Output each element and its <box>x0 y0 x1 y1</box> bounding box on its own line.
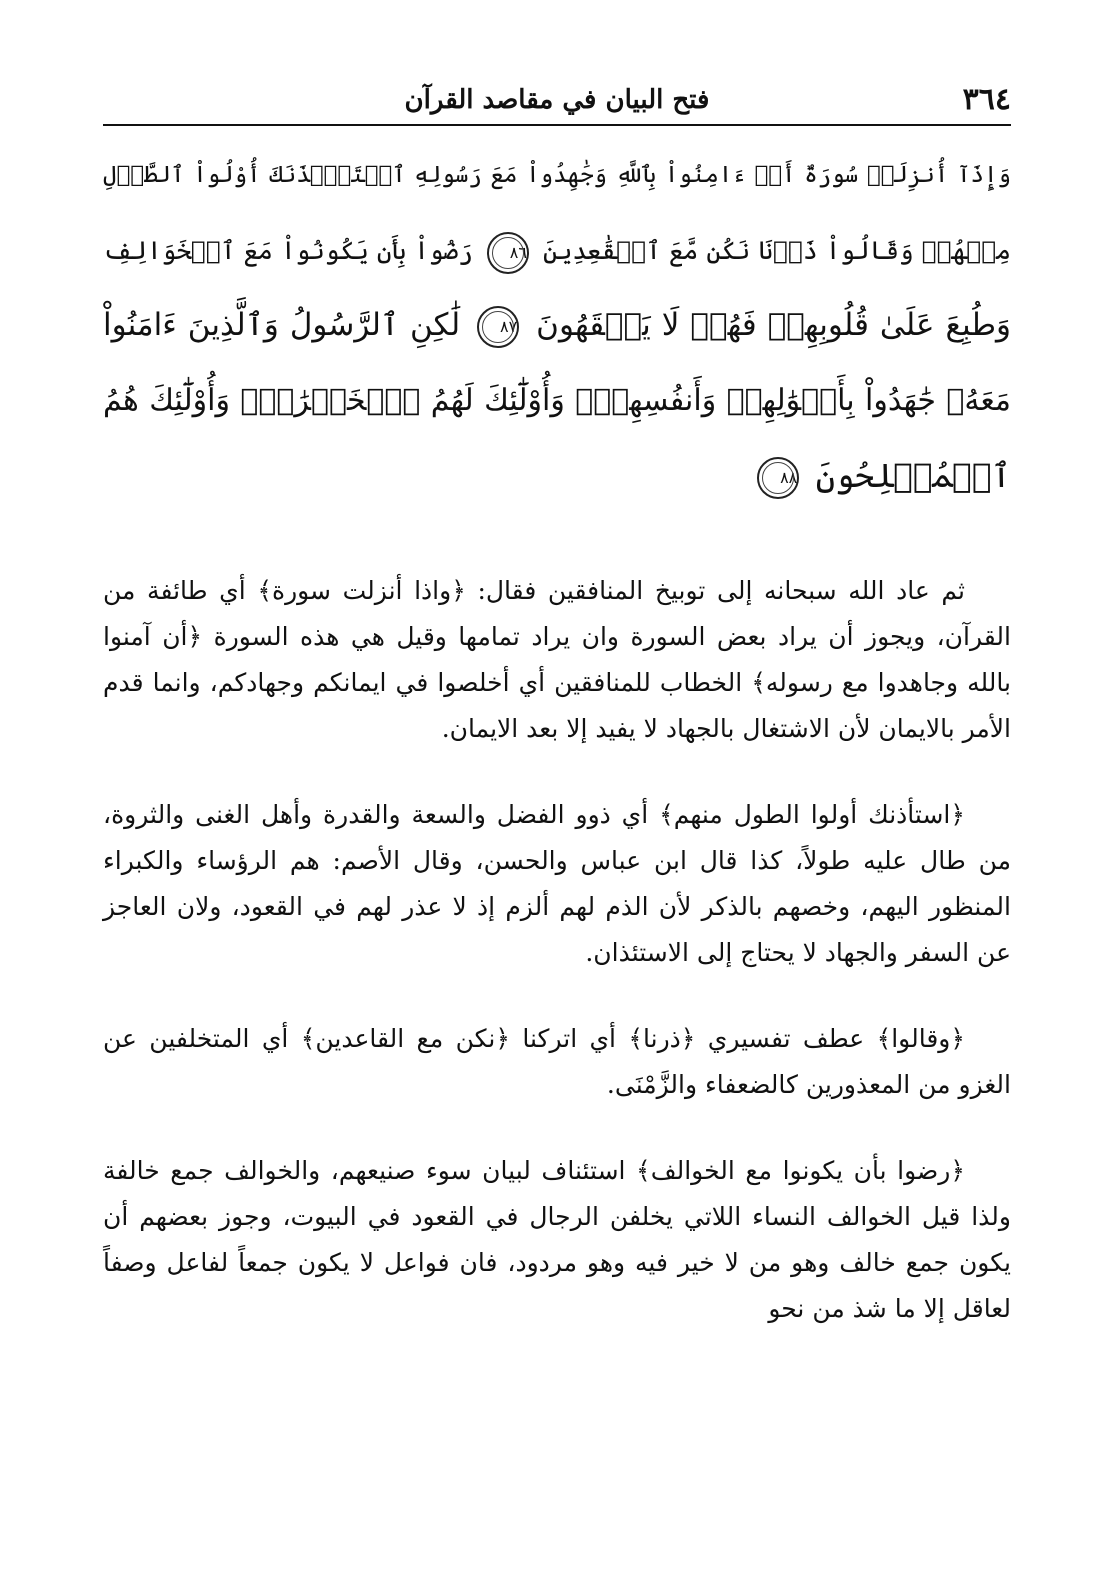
page-header <box>103 78 1011 122</box>
ayah-number-marker: ٨٦ <box>487 232 529 274</box>
commentary-paragraph: ﴿استأذنك أولوا الطول منهم﴾ أي ذوو الفضل والسعة والقدرة وأهل الغنى والثروة، من طال عليه طولاً، كذا قال ابن عباس والحسن، وقال الأصم: هم الرؤساء والكبراء المنظور اليهم، وخصهم بالذكر لأن الذم لهم ألزم إذ لا عذر لهم في القعود، ولان العاجز عن السفر والجهاد لا يحتاج إلى الاستئذان. <box>103 800 1011 967</box>
verse-text: وَطُبِعَ عَلَىٰ قُلُوبِهِمۡ فَهُمۡ لَا يَفۡقَهُونَ <box>536 307 1011 343</box>
verse-text: رَضُواْ بِأَن يَكُونُواْ مَعَ ٱلۡخَوَالِفِ <box>103 236 473 265</box>
tafsir-commentary <box>103 568 1011 1372</box>
quran-verses <box>103 138 1011 513</box>
verse-text: ٱلۡمُفۡلِحُونَ <box>815 456 1011 495</box>
ayah-number-marker: ٨٧ <box>477 306 519 348</box>
quran-line <box>103 363 1011 438</box>
quran-line <box>103 213 1011 288</box>
running-title: فتح البيان في مقاصد القرآن <box>404 85 710 115</box>
verse-text: مِنۡهُمۡ وَقَالُواْ ذَرۡنَا نَكُن مَّعَ ٱلۡقَٰعِدِينَ <box>543 236 1012 265</box>
commentary-paragraph: ثم عاد الله سبحانه إلى توبيخ المنافقين فقال: ﴿واذا أنزلت سورة﴾ أي طائفة من القرآن، ويجوز أن يراد بعض السورة وان يراد تمامها وقيل هي هذه السورة ﴿أن آمنوا بالله وجاهدوا مع رسوله﴾ الخطاب للمنافقين أي أخلصوا في ايمانكم وجهادكم، وانما قدم الأمر بالايمان لأن الاشتغال بالجهاد لا يفيد إلا بعد الايمان. <box>103 576 1011 743</box>
commentary-paragraph: ﴿وقالوا﴾ عطف تفسيري ﴿ذرنا﴾ أي اتركنا ﴿نكن مع القاعدين﴾ أي المتخلفين عن الغزو من المعذورين كالضعفاء والزَّمْنَى. <box>103 1024 1011 1099</box>
commentary-paragraph: ﴿رضوا بأن يكونوا مع الخوالف﴾ استئناف لبيان سوء صنيعهم، والخوالف جمع خالفة ولذا قيل الخوالف النساء اللاتي يخلفن الرجال في القعود في البيوت، وجوز بعضهم أن يكون جمع خالف وهو من لا خير فيه وهو مردود، فان فواعل لا يكون جمعاً لفاعل وصفاً لعاقل إلا ما شذ من نحو <box>103 1156 1011 1323</box>
verse-text: وَإِذَآ أُنزِلَتۡ سُورَةٌ أَنۡ ءَامِنُواْ بِٱللَّهِ وَجَٰهِدُواْ مَعَ رَسُولِهِ ٱسۡتَـٔۡذَنَكَ أُوْلُواْ ٱلطَّوۡلِ <box>103 162 1011 188</box>
header-divider <box>103 124 1011 126</box>
quran-line <box>103 138 1011 213</box>
verse-text: لَٰكِنِ ٱلرَّسُولُ وَٱلَّذِينَ ءَامَنُواْ <box>103 307 461 343</box>
quran-line <box>103 288 1011 363</box>
page-number: ٣٦٤ <box>962 82 1011 117</box>
verse-text: مَعَهُۥ جَٰهَدُواْ بِأَمۡوَٰلِهِمۡ وَأَنفُسِهِمۡۚ وَأُوْلَٰٓئِكَ لَهُمُ ٱلۡخَيۡرَٰتُۖ وَأُوْلَٰٓئِكَ هُمُ <box>103 383 1011 418</box>
ayah-number-marker: ٨٨ <box>757 457 799 499</box>
quran-line <box>103 438 1011 513</box>
